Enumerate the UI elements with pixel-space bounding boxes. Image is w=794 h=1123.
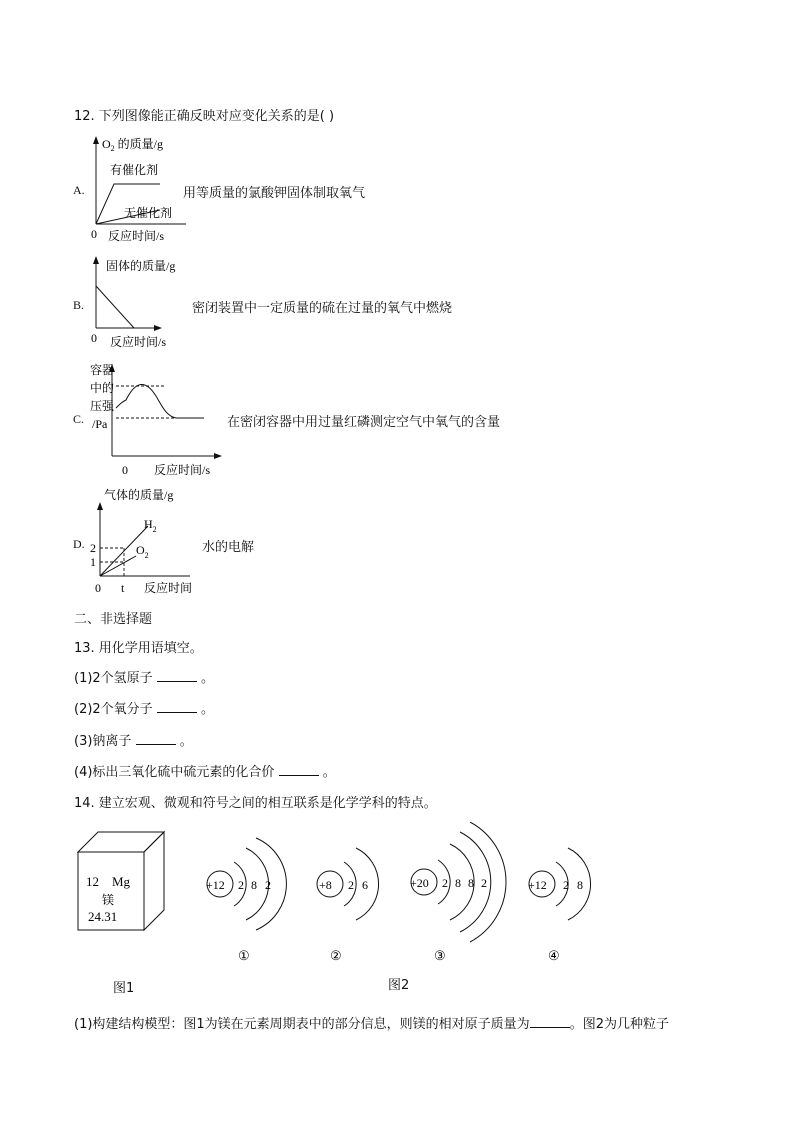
answer-blank-3[interactable] [136,732,176,745]
svg-text:8: 8 [251,878,257,892]
q12-stem: 12. 下列图像能正确反映对应变化关系的是( ) [74,109,335,124]
a-ylabel: $O_2$ 的质量/g [102,137,164,153]
option-c-letter: C. [73,412,85,426]
particle-1-index: ① [238,948,250,963]
c-xlabel: 反应时间/s [154,463,211,477]
q13-item-1: (1)2个氢原子 。 [74,671,214,686]
d-tick-y-1: 1 [90,555,96,569]
option-a-graph [86,134,196,246]
answer-blank-4[interactable] [279,763,319,776]
svg-text:2: 2 [442,876,448,890]
answer-blank-1[interactable] [157,669,197,682]
c-pressure-curve [116,384,204,418]
element-symbol: Mg [112,874,131,889]
option-b-description: 密闭装置中一定质量的硫在过量的氧气中燃烧 [192,301,453,316]
svg-text:2: 2 [348,878,354,892]
b-solid-mass-line [96,286,134,328]
d-tick-y-2: 2 [90,541,96,555]
particle-4-nucleus: +12 [528,878,547,892]
c-ylabel-line-4: /Pa [92,417,108,431]
option-d-graph [86,486,216,598]
answer-blank-mass[interactable] [530,1015,570,1028]
particle-4 [528,848,591,963]
a-label-bottom: 无催化剂 [124,206,173,220]
d-o2-label: $O_2$ [136,543,149,560]
q13-stem: 13. 用化学用语填空。 [74,641,203,656]
d-xlabel: 反应时间 [144,581,193,595]
b-ylabel: 固体的质量/g [106,259,176,273]
element-mass: 24.31 [88,909,118,924]
d-tick-x-t: t [121,581,125,595]
c-ylabel-line-1: 容器 [90,363,115,377]
q13-item-2: (2)2个氧分子 。 [74,702,214,717]
element-cell-figure [74,828,170,936]
answer-blank-2[interactable] [157,700,197,713]
option-c-graph [86,360,236,480]
a-origin: 0 [91,227,97,241]
q14-sub-1: (1)构建结构模型：图1为镁在元素周期表中的部分信息，则镁的相对原子质量为 。图2为几种粒子 [74,1017,669,1032]
option-a-letter: A. [73,183,85,197]
d-h2-label: $H_2$ [144,517,157,534]
element-name: 镁 [102,893,115,907]
svg-text:2: 2 [238,878,244,892]
c-ylabel-line-2: 中的 [90,381,115,395]
d-origin: 0 [95,581,101,595]
svg-text:6: 6 [362,878,368,892]
svg-text:8: 8 [468,876,474,890]
q13-item-3: (3)钠离子 。 [74,734,193,749]
particle-2-nucleus: +8 [319,878,332,892]
particle-1 [206,838,286,963]
b-xlabel: 反应时间/s [110,335,167,349]
d-ylabel: 气体的质量/g [104,488,174,502]
particle-3-nucleus: +20 [410,876,429,890]
figure-2-label: 图2 [388,978,410,993]
option-d-description: 水的电解 [202,540,255,555]
element-atomic-number: 12 [86,874,99,889]
q13-item-4: (4)标出三氧化硫中硫元素的化合价 。 [74,765,336,780]
b-origin: 0 [91,331,97,345]
particle-1-nucleus: +12 [206,878,225,892]
option-d-letter: D. [73,537,85,551]
option-c-description: 在密闭容器中用过量红磷测定空气中氧气的含量 [227,415,501,430]
svg-text:2: 2 [563,878,569,892]
particle-2-index: ② [330,948,342,963]
q14-stem: 14. 建立宏观、微观和符号之间的相互联系是化学学科的特点。 [74,796,437,811]
c-origin: 0 [122,463,128,477]
option-a-description: 用等质量的氯酸钾固体制取氧气 [183,186,366,201]
option-b-letter: B. [73,298,85,312]
svg-text:8: 8 [577,878,583,892]
particle-3-index: ③ [434,948,446,963]
figure-1-label: 图1 [113,981,135,996]
c-ylabel-line-3: 压强 [90,399,115,413]
particle-2 [317,848,379,963]
d-o2-line [100,556,136,576]
particle-structure-figure [190,822,610,970]
section-2-title: 二、非选择题 [74,612,153,627]
a-label-top: 有催化剂 [110,163,159,177]
svg-text:2: 2 [265,878,271,892]
svg-text:2: 2 [481,876,487,890]
svg-text:8: 8 [455,876,461,890]
option-b-graph [86,254,196,354]
particle-4-index: ④ [548,948,560,963]
a-xlabel: 反应时间/s [108,229,165,243]
particle-3 [410,822,506,963]
